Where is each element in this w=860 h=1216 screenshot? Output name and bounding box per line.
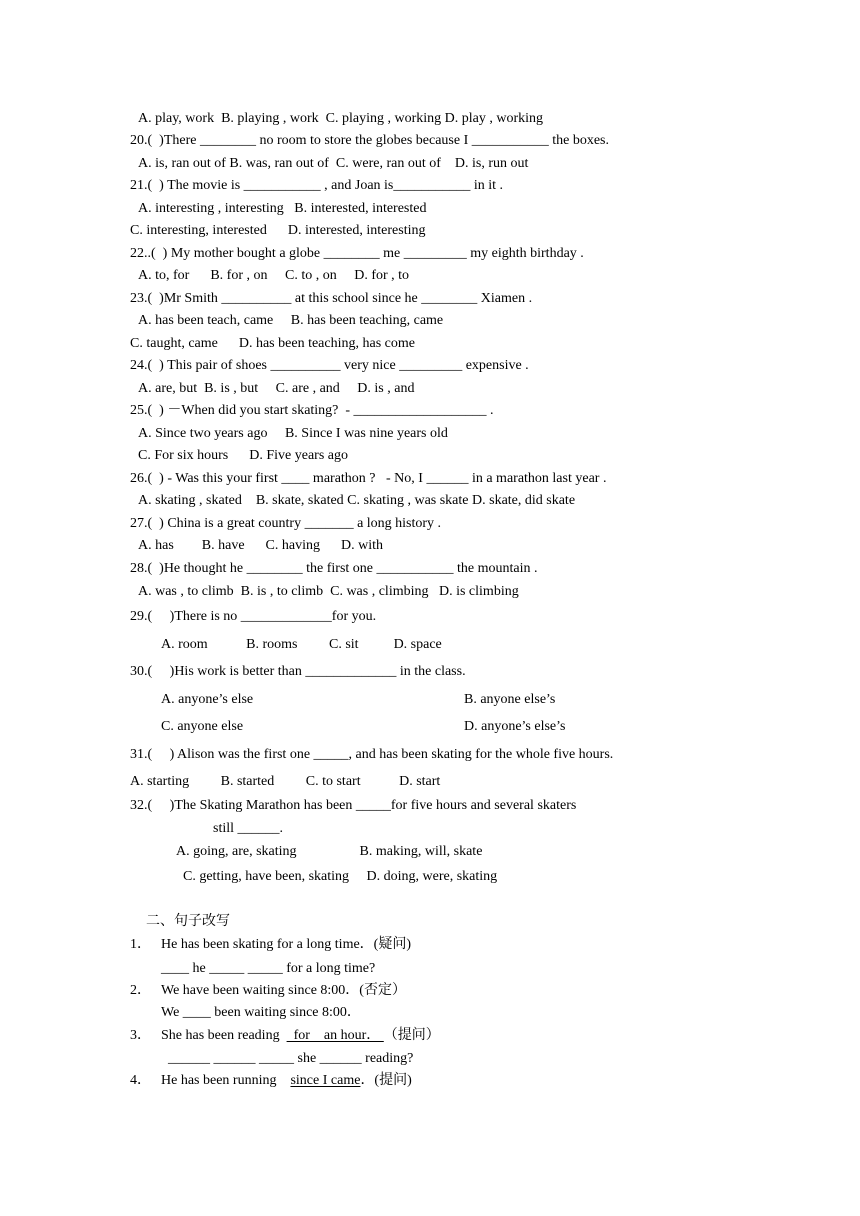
q19-options: A. play, work B. playing , work C. playing , working D. play , working	[138, 111, 544, 126]
q29-options: A. room B. rooms C. sit D. space	[161, 637, 442, 652]
q25-options-ab: A. Since two years ago B. Since I was nine years old	[138, 426, 448, 441]
q21-options-ab: A. interesting , interesting B. interested, interested	[138, 201, 427, 216]
q23-options-ab: A. has been teach, came B. has been teaching, came	[138, 313, 444, 328]
q32-options-ab: A. going, are, skating B. making, will, skate	[176, 844, 483, 859]
q26-options: A. skating , skated B. skate, skated C. skating , was skate D. skate, did skate	[138, 493, 576, 508]
sentence-3	[161, 1027, 440, 1045]
question-27: 27.( ) China is a great country _______ a long history .	[130, 516, 442, 531]
question-20: 20.( )There ________ no room to store the globes because I ___________ the boxes.	[130, 133, 610, 148]
q27-options: A. has B. have C. having D. with	[138, 538, 383, 553]
sentence-2-number: 2．	[130, 983, 151, 998]
sentence-4-text: He has been running	[161, 1073, 291, 1088]
q28-options: A. was , to climb B. is , to climb C. was , climbing D. is climbing	[138, 584, 519, 599]
question-30: 30.( )His work is better than _____________ in the class.	[130, 664, 466, 679]
sentence-3-answer: ______ ______ _____ she ______ reading?	[168, 1051, 414, 1066]
q30-option-b: B. anyone else’s	[464, 692, 556, 707]
sentence-3-text: She has been reading	[161, 1028, 287, 1043]
q30-option-d: D. anyone’s else’s	[464, 719, 566, 734]
sentence-4-number: 4．	[130, 1073, 151, 1088]
sentence-1-answer: ____ he _____ _____ for a long time?	[161, 961, 376, 976]
q20-options: A. is, ran out of B. was, ran out of C. were, ran out of D. is, run out	[138, 156, 529, 171]
q32-options-cd: C. getting, have been, skating D. doing, were, skating	[183, 869, 498, 884]
sentence-1-number: 1．	[130, 937, 151, 952]
question-23: 23.( )Mr Smith __________ at this school since he ________ Xiamen .	[130, 291, 533, 306]
q31-options: A. starting B. started C. to start D. start	[130, 774, 441, 789]
q23-options-cd: C. taught, came D. has been teaching, has come	[130, 336, 415, 351]
q25-options-cd: C. For six hours D. Five years ago	[138, 448, 348, 463]
question-32-continued: still ______.	[213, 821, 284, 836]
q24-options: A. are, but B. is , but C. are , and D. is , and	[138, 381, 415, 396]
q30-option-c: C. anyone else	[161, 719, 244, 734]
sentence-3-number: 3．	[130, 1028, 151, 1043]
question-25: 25.( ) －When did you start skating? - ___________________ .	[130, 403, 494, 418]
sentence-2: We have been waiting since 8:00．(否定）	[161, 983, 406, 998]
question-22: 22..( ) My mother bought a globe ________ me _________ my eighth birthday .	[130, 246, 584, 261]
sentence-1: He has been skating for a long time．(疑问)	[161, 937, 411, 952]
q22-options: A. to, for B. for , on C. to , on D. for , to	[138, 268, 410, 283]
question-28: 28.( )He thought he ________ the first one ___________ the mountain .	[130, 561, 538, 576]
question-32: 32.( )The Skating Marathon has been _____for five hours and several skaters	[130, 798, 577, 813]
question-24: 24.( ) This pair of shoes __________ very nice _________ expensive .	[130, 358, 529, 373]
question-26: 26.( ) - Was this your first ____ marathon ? - No, I ______ in a marathon last year .	[130, 471, 607, 486]
sentence-4	[161, 1072, 412, 1090]
sentence-4-instruction: ．(提问)	[360, 1073, 412, 1088]
section-2-title: 二、句子改写	[146, 914, 230, 929]
q30-option-a: A. anyone’s else	[161, 692, 254, 707]
question-21: 21.( ) The movie is ___________ , and Joan is___________ in it .	[130, 178, 504, 193]
question-29: 29.( )There is no _____________for you.	[130, 609, 377, 624]
q21-options-cd: C. interesting, interested D. interested, interesting	[130, 223, 426, 238]
sentence-3-underlined: for an hour．	[286, 1028, 384, 1043]
sentence-2-answer: We ____ been waiting since 8:00．	[161, 1005, 361, 1020]
sentence-4-underlined: since I came	[290, 1073, 361, 1088]
sentence-3-instruction: （提问）	[383, 1028, 440, 1043]
question-31: 31.( ) Alison was the first one _____, and has been skating for the whole five hours.	[130, 747, 614, 762]
